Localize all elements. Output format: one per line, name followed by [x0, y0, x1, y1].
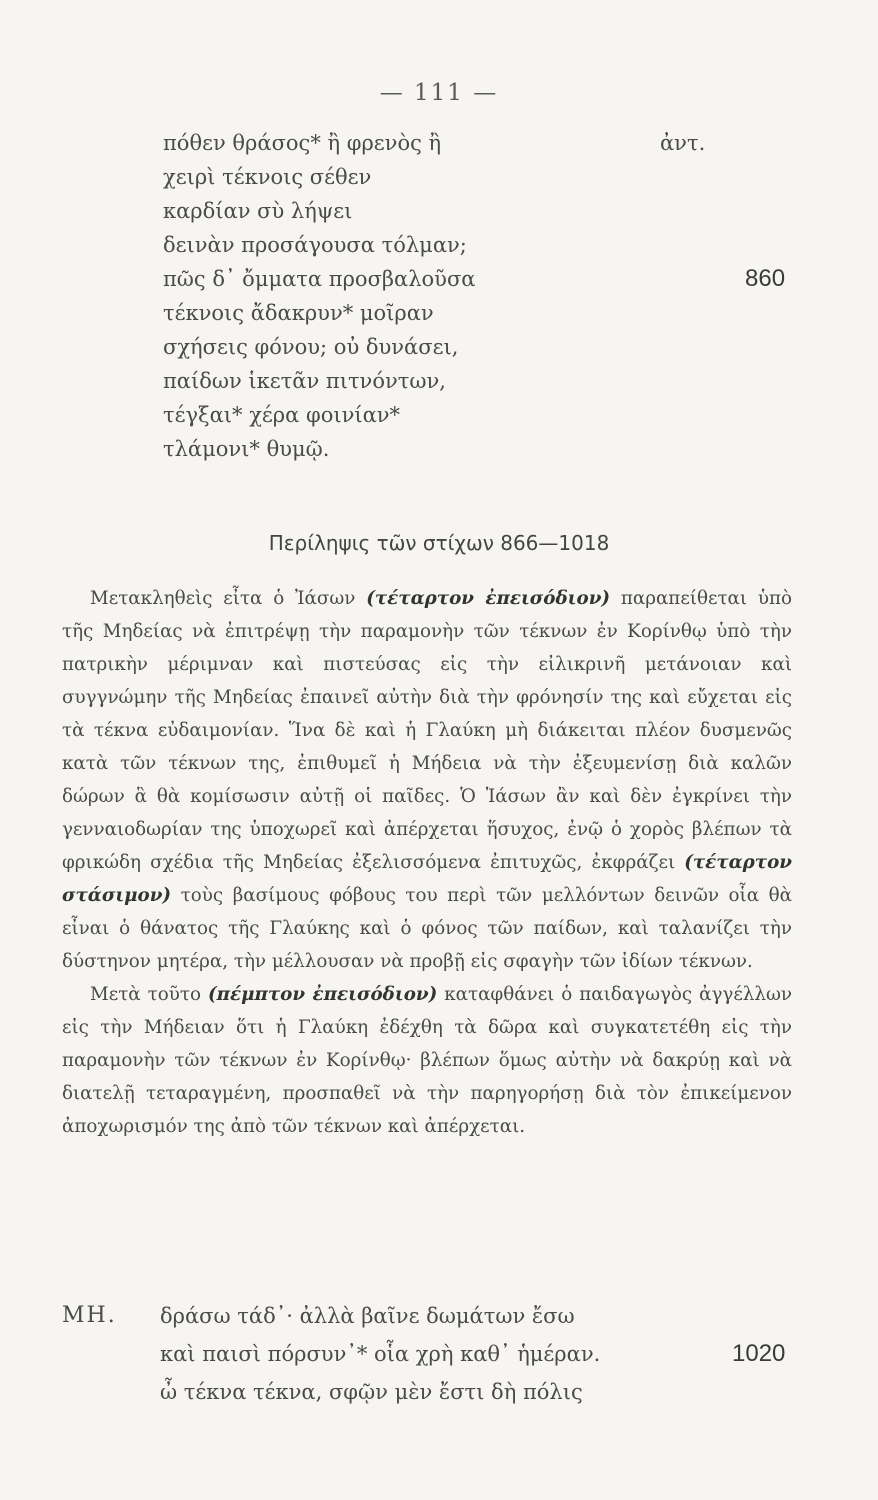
verse-line: [163, 296, 803, 330]
summary-text-segment: Μετακληθεὶς εἶτα ὁ Ἰάσων: [90, 588, 367, 609]
verse-text: σχήσεις φόνου; οὐ δυνάσει,: [163, 335, 459, 359]
verse-line: [163, 126, 803, 160]
page-number: — 111 —: [379, 80, 499, 106]
verse-text: πῶς δ᾽ ὄμματα προσβαλοῦσα: [163, 267, 476, 291]
verse-text: δεινὰν προσάγουσα τόλμαν;: [163, 233, 467, 257]
summary-text-segment: Μετὰ τοῦτο: [90, 984, 208, 1005]
line-number: 1020: [732, 1340, 786, 1367]
verse-text: τέκνοις ἄδακρυν* μοῖραν: [163, 301, 434, 325]
summary-paragraph: [62, 582, 792, 978]
verse-text: τλάμονι* θυμῷ.: [163, 437, 330, 461]
verse-line: [62, 1297, 802, 1335]
closing-verse-block: [62, 1297, 802, 1411]
verse-line: [163, 364, 803, 398]
verse-text: ὦ τέκνα τέκνα, σφῷν μὲν ἔστι δὴ πόλις: [160, 1380, 583, 1404]
verse-line: [163, 432, 803, 466]
verse-text: καρδίαν σὺ λήψει: [163, 199, 353, 223]
summary-paragraph: [62, 978, 792, 1143]
verse-line: [163, 330, 803, 364]
speaker-label: ΜΗ.: [62, 1303, 117, 1328]
verse-line: [163, 262, 803, 296]
verse-line: [62, 1373, 802, 1411]
episode-label: (τέταρτον ἐπεισόδιον): [366, 588, 611, 609]
stasimon-label: (τέταρτον στάσιμον): [62, 852, 792, 906]
verse-line: [62, 1335, 802, 1373]
verse-line: [163, 160, 803, 194]
verse-text: καὶ παισὶ πόρσυν᾽* οἷα χρὴ καθ᾽ ἡμέραν.: [160, 1342, 601, 1366]
episode-label: (πέμπτον ἐπεισόδιον): [207, 984, 438, 1005]
verse-line: [163, 194, 803, 228]
antistrophe-marker: ἀντ.: [660, 131, 706, 155]
verse-text: παίδων ἱκετᾶν πιτνόντων,: [163, 369, 446, 393]
verse-line: [163, 228, 803, 262]
summary-text-segment: τοὺς βασίμους φόβους του περὶ τῶν μελλόντων δεινῶν οἷα θὰ εἶναι ὁ θάνατος τῆς Γλαύκης καὶ ὁ φόνος τῶν παίδων, καὶ ταλανίζει τὴν δύστηνον μητέρα, τὴν μέλλουσαν νὰ προβῇ εἰς σφαγὴν τῶν ἰδίων τέκνων.: [62, 885, 792, 972]
verse-text: τέγξαι* χέρα φοινίαν*: [163, 403, 401, 427]
verse-block: [163, 126, 803, 466]
section-heading: Περίληψις τῶν στίχων 866—1018: [268, 531, 610, 555]
verse-text: πόθεν θράσος* ἢ φρενὸς ἢ: [163, 131, 442, 155]
summary-text-segment: παραπείθεται ὑπὸ τῆς Μηδείας νὰ ἐπιτρέψῃ τὴν παραμονὴν τῶν τέκνων ἐν Κορίνθῳ ὑπὸ τὴν πατρικὴν μέριμναν καὶ πιστεύσας εἰς τὴν εἰλικρινῆ μετάνοιαν καὶ συγγνώμην τῆς Μηδείας ἐπαινεῖ αὐτὴν διὰ τὴν φρόνησίν της καὶ εὔχεται εἰς τὰ τέκνα εὐδαιμονίαν. Ἵνα δὲ καὶ ἡ Γλαύκη μὴ διάκειται πλέον δυσμενῶς κατὰ τῶν τέκνων της, ἐπιθυμεῖ ἡ Μήδεια νὰ τὴν ἐξευμενίσῃ διὰ καλῶν δώρων ἃ θὰ κομίσωσιν αὐτῇ οἱ παῖδες. Ὁ Ἰάσων ἂν καὶ δὲν ἐγκρίνει τὴν γενναιοδωρίαν της ὑποχωρεῖ καὶ ἀπέρχεται ἥσυχος, ἐνῷ ὁ χορὸς βλέπων τὰ φρικώδη σχέδια τῆς Μηδείας ἐξελισσόμενα ἐπιτυχῶς, ἐκφράζει: [62, 588, 793, 873]
summary-text-segment: καταφθάνει ὁ παιδαγωγὸς ἀγγέλλων εἰς τὴν Μήδειαν ὅτι ἡ Γλαύκη ἐδέχθη τὰ δῶρα καὶ συγκατετέθη εἰς τὴν παραμονὴν τῶν τέκνων ἐν Κορίνθῳ· βλέπων ὅμως αὐτὴν νὰ δακρύῃ καὶ νὰ διατελῇ τεταραγμένη, προσπαθεῖ νὰ τὴν παρηγορήσῃ διὰ τὸν ἐπικείμενον ἀποχωρισμόν της ἀπὸ τῶν τέκνων καὶ ἀπέρχεται.: [62, 984, 792, 1137]
line-number: 860: [745, 265, 786, 292]
summary-text: [62, 582, 792, 1143]
verse-text: δράσω τάδ᾽· ἀλλὰ βαῖνε δωμάτων ἔσω: [160, 1304, 575, 1328]
verse-line: [163, 398, 803, 432]
verse-text: χειρὶ τέκνοις σέθεν: [163, 165, 372, 189]
